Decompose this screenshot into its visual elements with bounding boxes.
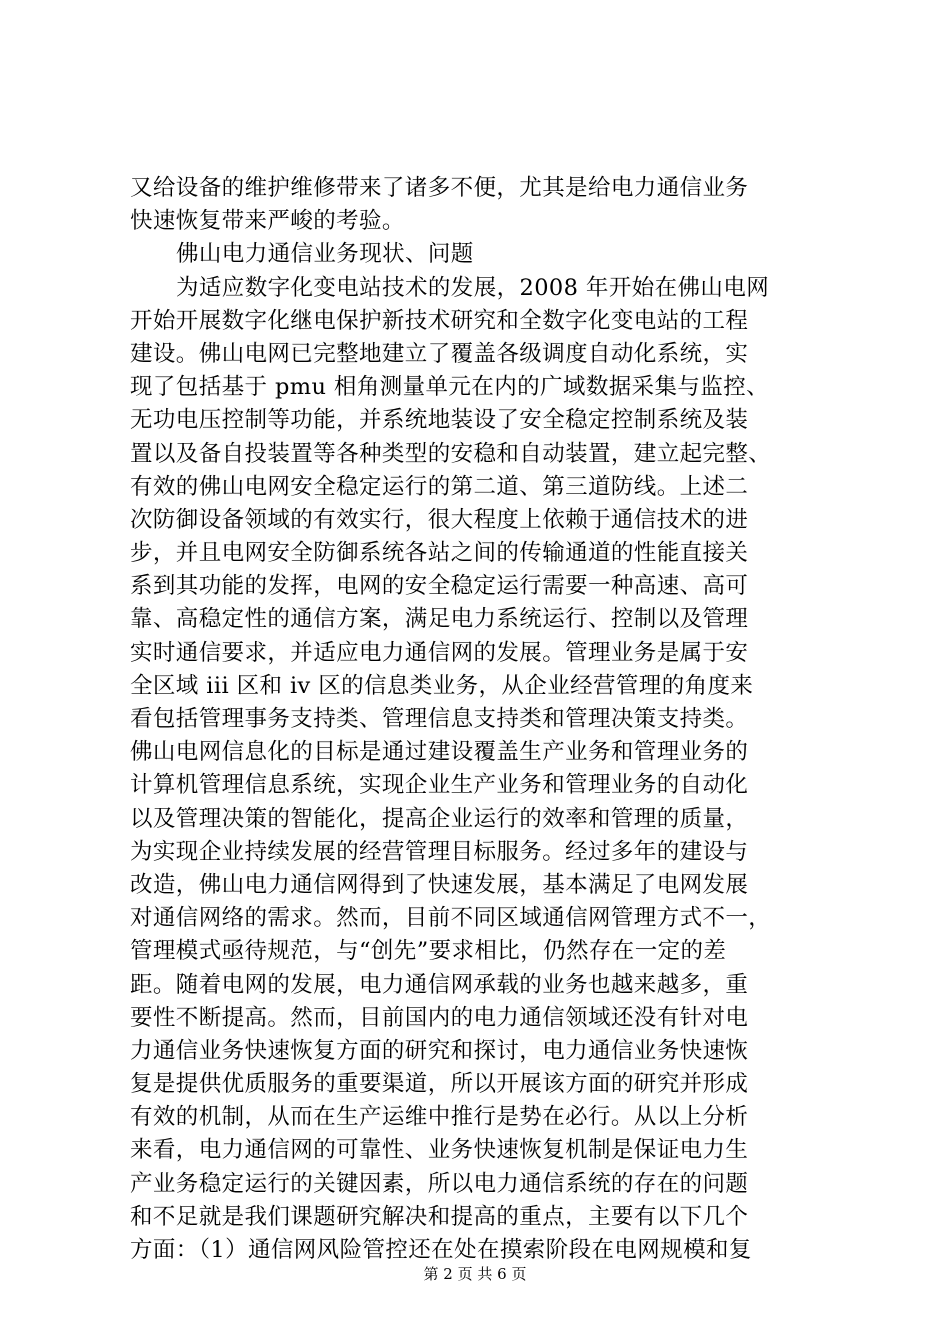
text-line: 复是提供优质服务的重要渠道，所以开展该方面的研究并形成 <box>130 1071 749 1098</box>
text-line: 系到其功能的发挥，电网的安全稳定运行需要一种高速、高可 <box>130 573 749 600</box>
text-line: 为适应数字化变电站技术的发展，2008 年开始在佛山电网 <box>176 274 770 301</box>
text-line: 管理模式亟待规范，与“创先”要求相比，仍然存在一定的差 <box>130 938 727 965</box>
text-line: 计算机管理信息系统，实现企业生产业务和管理业务的自动化 <box>130 772 749 799</box>
text-line: 看包括管理事务支持类、管理信息支持类和管理决策支持类。 <box>130 706 749 732</box>
text-line: 有效的佛山电网安全稳定运行的第二道、第三道防线。上述二 <box>130 473 749 500</box>
text-line: 建设。佛山电网已完整地建立了覆盖各级调度自动化系统，实 <box>130 340 749 367</box>
text-line: 为实现企业持续发展的经营管理目标服务。经过多年的建设与 <box>130 838 749 865</box>
text-line: 开始开展数字化继电保护新技术研究和全数字化变电站的工程 <box>130 307 749 334</box>
text-line: 距。随着电网的发展，电力通信网承载的业务也越来越多，重 <box>130 971 749 998</box>
body-text <box>130 172 830 1267</box>
text-line: 佛山电网信息化的目标是通过建设覆盖生产业务和管理业务的 <box>130 739 749 766</box>
page-number: 第 2 页 共 6 页 <box>423 1265 527 1283</box>
text-line: 来看，电力通信网的可靠性、业务快速恢复机制是保证电力生 <box>130 1137 749 1164</box>
text-line: 要性不断提高。然而，目前国内的电力通信领域还没有针对电 <box>130 1004 749 1031</box>
text-line: 靠、高稳定性的通信方案，满足电力系统运行、控制以及管理 <box>130 606 749 633</box>
text-line: 力通信业务快速恢复方面的研究和探讨，电力通信业务快速恢 <box>130 1037 749 1064</box>
text-line: 方面：（1）通信网风险管控还在处在摸索阶段在电网规模和复 <box>130 1237 752 1263</box>
text-line: 现了包括基于 pmu 相角测量单元在内的广域数据采集与监控、 <box>130 374 770 401</box>
text-line: 无功电压控制等功能，并系统地装设了安全稳定控制系统及装 <box>130 407 749 434</box>
text-line: 以及管理决策的智能化，提高企业运行的效率和管理的质量， <box>130 805 749 832</box>
text-line: 次防御设备领域的有效实行，很大程度上依赖于通信技术的进 <box>130 506 749 533</box>
text-line: 改造，佛山电力通信网得到了快速发展，基本满足了电网发展 <box>130 871 749 898</box>
text-line: 全区域 iii 区和 iv 区的信息类业务，从企业经营管理的角度来 <box>130 672 754 699</box>
text-line: 产业务稳定运行的关键因素，所以电力通信系统的存在的问题 <box>130 1170 749 1197</box>
text-line: 对通信网络的需求。然而，目前不同区域通信网管理方式不一， <box>130 905 772 932</box>
text-line: 快速恢复带来严峻的考验。 <box>130 208 405 235</box>
text-line: 和不足就是我们课题研究解决和提高的重点，主要有以下几个 <box>130 1203 749 1230</box>
text-line: 实时通信要求，并适应电力通信网的发展。管理业务是属于安 <box>130 639 749 666</box>
section-heading: 佛山电力通信业务现状、问题 <box>176 241 474 268</box>
text-line: 置以及备自投装置等各种类型的安稳和自动装置，建立起完整、 <box>130 440 772 467</box>
text-line: 又给设备的维护维修带来了诸多不便，尤其是给电力通信业务 <box>130 175 749 201</box>
text-line: 有效的机制，从而在生产运维中推行是势在必行。从以上分析 <box>130 1104 749 1131</box>
text-line: 步，并且电网安全防御系统各站之间的传输通道的性能直接关 <box>130 540 749 567</box>
